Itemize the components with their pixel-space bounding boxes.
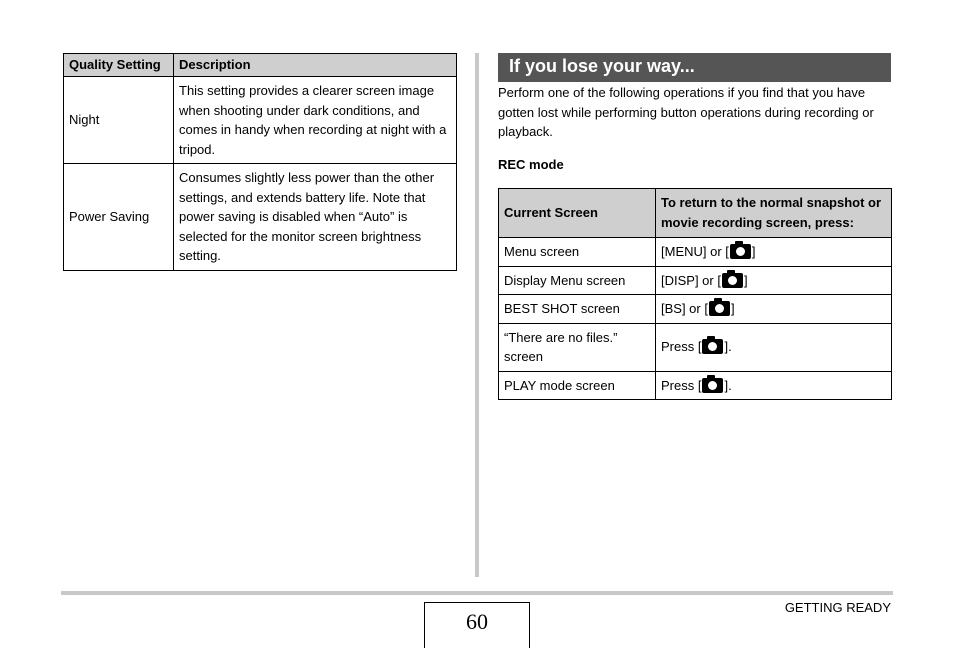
- section-title: If you lose your way...: [498, 53, 891, 82]
- table-row: [499, 371, 892, 400]
- table-row: [499, 266, 892, 295]
- action-text: ]: [743, 272, 748, 288]
- intro-paragraph: Perform one of the following operations if you find that you have gotten lost while performing button operations during recording or playback.: [498, 85, 874, 139]
- table-row: [499, 295, 892, 324]
- quality-setting-cell: Night: [64, 77, 174, 164]
- table-row: [64, 77, 457, 164]
- screen-cell: Menu screen: [499, 238, 656, 267]
- action-text: ]: [751, 244, 756, 259]
- action-text: [BS] or [: [661, 301, 708, 316]
- column-header: Quality Setting: [64, 54, 174, 77]
- page-number: 60: [424, 602, 530, 648]
- action-text: [MENU] or [: [661, 244, 729, 259]
- camera-icon: [709, 301, 730, 316]
- table-header-row: [64, 54, 457, 77]
- screen-cell: PLAY mode screen: [499, 371, 656, 400]
- action-text: ]: [730, 301, 735, 316]
- action-text: Press [: [661, 339, 702, 355]
- column-header: To return to the normal snapshot or movie recording screen, press:: [656, 189, 892, 238]
- action-cell: [656, 371, 892, 400]
- action-text: Press [: [661, 377, 702, 393]
- column-header: Description: [174, 54, 457, 77]
- camera-icon: [702, 339, 723, 354]
- quality-setting-cell: Power Saving: [64, 164, 174, 271]
- action-cell: [656, 266, 892, 295]
- camera-icon: [722, 273, 743, 288]
- action-cell: [656, 238, 892, 267]
- camera-icon: [730, 244, 751, 259]
- action-text: ].: [724, 339, 732, 355]
- subheading: REC mode: [498, 157, 564, 172]
- description-cell: This setting provides a clearer screen image when shooting under dark conditions, and comes in handy when recording at night with a tripod.: [174, 77, 457, 164]
- screen-cell: BEST SHOT screen: [499, 295, 656, 324]
- table-row: [499, 323, 892, 371]
- table-row: [499, 238, 892, 267]
- column-header: Current Screen: [499, 189, 656, 238]
- footer-rule: [61, 591, 893, 595]
- footer-section-label: GETTING READY: [784, 600, 891, 615]
- action-text: [DISP] or [: [661, 272, 721, 288]
- screen-cell: “There are no files.” screen: [499, 323, 656, 371]
- rec-mode-table: [498, 188, 892, 400]
- action-cell: [656, 295, 892, 324]
- screen-cell: Display Menu screen: [499, 266, 656, 295]
- quality-settings-table: [63, 53, 457, 271]
- camera-icon: [702, 378, 723, 393]
- action-text: ].: [724, 377, 732, 393]
- column-divider: [475, 53, 479, 577]
- table-row: [64, 164, 457, 271]
- table-header-row: [499, 189, 892, 238]
- description-cell: Consumes slightly less power than the other settings, and extends battery life. Note that power saving is disabled when “Auto” is selected for the monitor screen brightness setting.: [174, 164, 457, 271]
- action-cell: [656, 323, 892, 371]
